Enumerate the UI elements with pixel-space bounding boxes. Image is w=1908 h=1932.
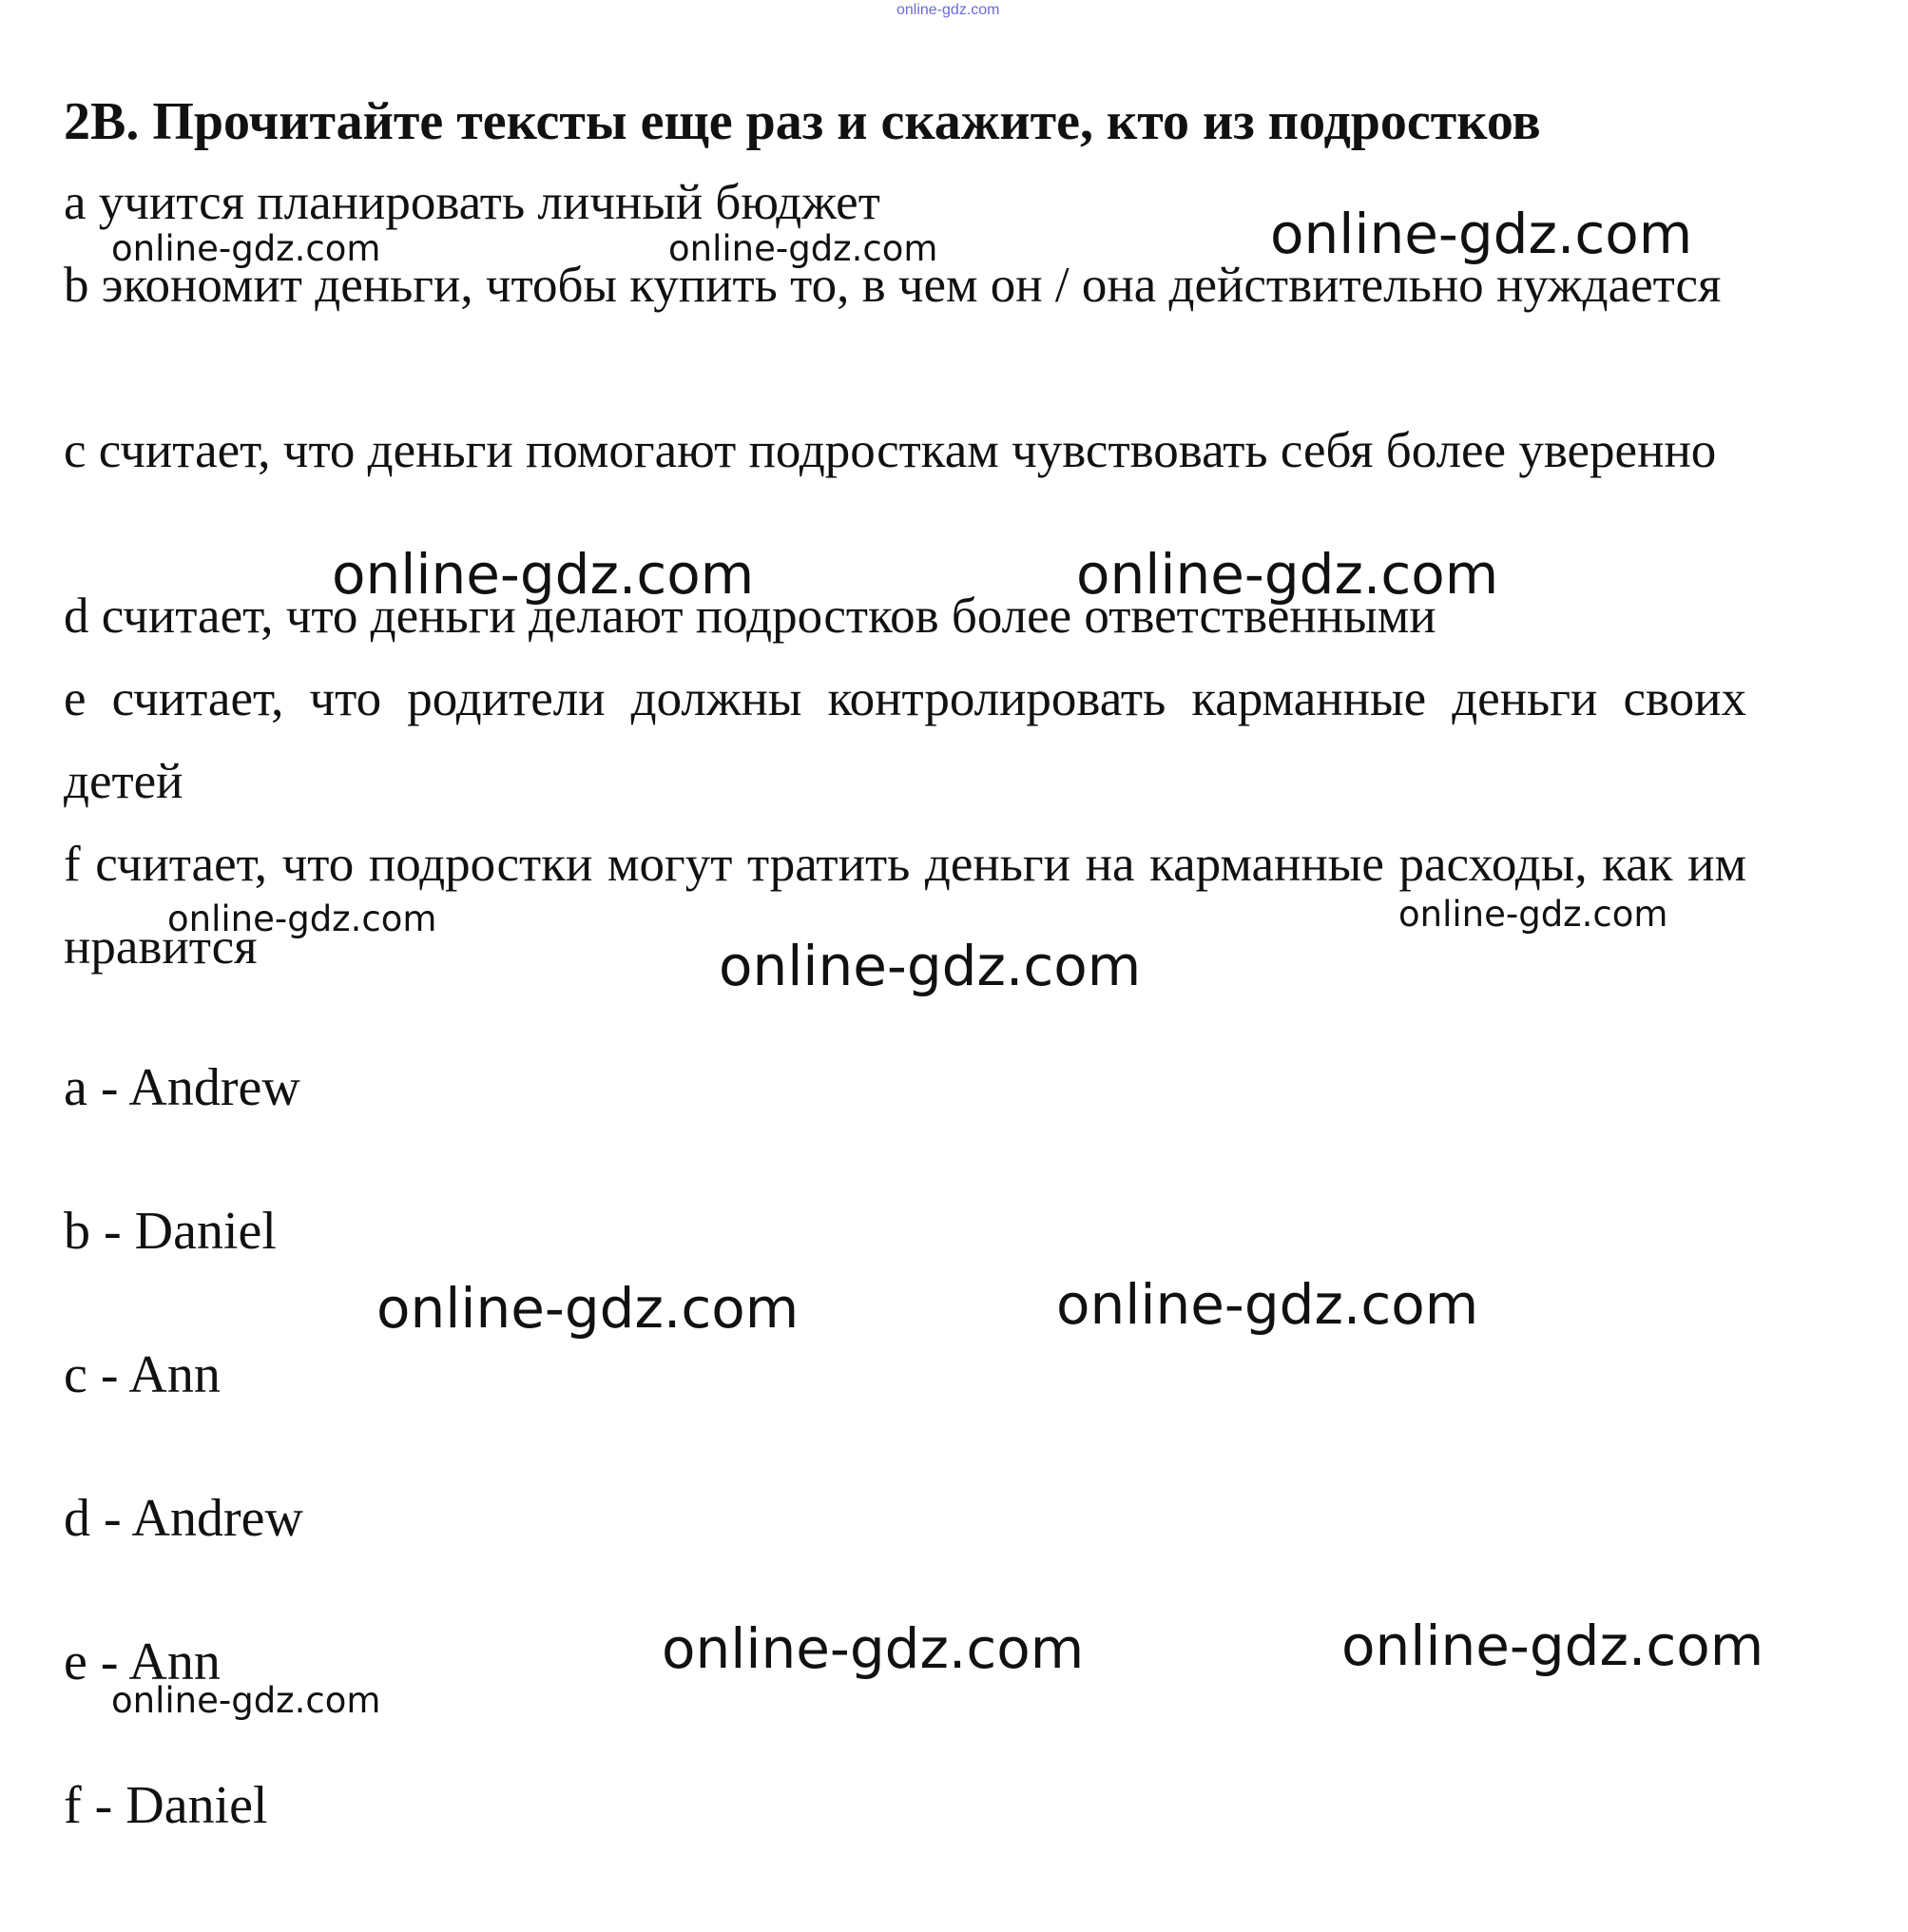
- watermark: online-gdz.com: [668, 228, 938, 269]
- exercise-heading: 2B. Прочитайте тексты еще раз и скажите, кто из подростков: [64, 92, 1541, 151]
- watermark: online-gdz.com: [1398, 894, 1668, 935]
- watermark: online-gdz.com: [111, 1680, 381, 1721]
- statement-b: b экономит деньги, чтобы купить то, в чем он / она действительно нуждается: [64, 258, 1722, 313]
- watermark: online-gdz.com: [1341, 1613, 1764, 1678]
- statement-e: e считает, что родители должны контролировать карманные деньги своих детей: [64, 671, 1746, 809]
- answer-c: c - Ann: [64, 1345, 221, 1404]
- watermark: online-gdz.com: [1270, 202, 1693, 266]
- watermark: online-gdz.com: [167, 898, 437, 939]
- statement-f: f считает, что подростки могут тратить деньги на карманные расходы, как им нравится: [64, 837, 1746, 975]
- answer-e: e - Ann: [64, 1633, 221, 1691]
- answer-b: b - Daniel: [64, 1202, 277, 1261]
- statement-c: c считает, что деньги помогают подросткам чувствовать себя более уверенно: [64, 423, 1717, 478]
- watermark: online-gdz.com: [376, 1276, 800, 1341]
- top-watermark: online-gdz.com: [896, 2, 1000, 18]
- answer-a: a - Andrew: [64, 1058, 300, 1117]
- statement-d: d считает, что деньги делают подростков более ответственными: [64, 589, 1436, 644]
- watermark: online-gdz.com: [662, 1616, 1085, 1681]
- watermark: online-gdz.com: [111, 228, 381, 269]
- statement-a: a учится планировать личный бюджет: [64, 175, 880, 230]
- answer-f: f - Daniel: [64, 1776, 268, 1835]
- watermark: online-gdz.com: [1076, 542, 1499, 607]
- watermark: online-gdz.com: [1056, 1272, 1479, 1337]
- answer-d: d - Andrew: [64, 1489, 303, 1548]
- watermark: online-gdz.com: [332, 542, 755, 607]
- watermark: online-gdz.com: [719, 934, 1142, 998]
